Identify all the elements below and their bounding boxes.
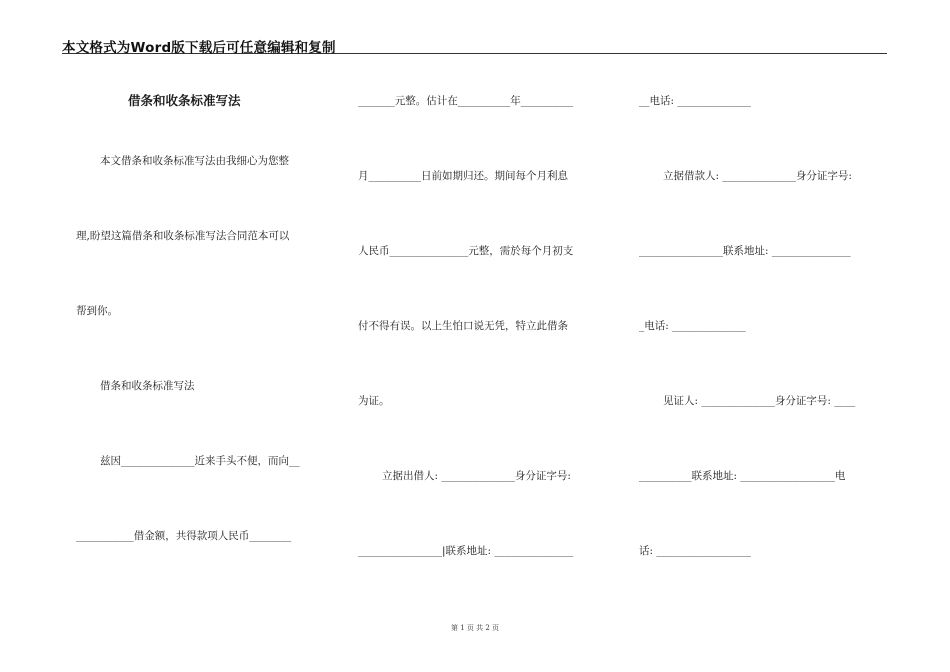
- text-line: 本文借条和收条标准写法由我细心为您整: [100, 155, 289, 167]
- text-line: 帮到你。: [76, 305, 118, 317]
- text-line: 人民币_______________元整，需於每个月初支: [358, 245, 574, 257]
- text-line: ________________|联系地址: _______________: [358, 545, 574, 557]
- text-line: ___________借金额，共得款项人民币________: [76, 530, 292, 542]
- text-line: __电话: ______________: [639, 95, 751, 107]
- text-line: _______元整。估计在__________年__________: [358, 95, 574, 107]
- header-text: 本文格式为Word版下载后可任意编辑和复制: [62, 40, 336, 56]
- text-line: 见证人: ______________身分证字号: ____: [663, 395, 856, 407]
- text-line: 为证。: [358, 395, 390, 407]
- text-line: _电话: ______________: [639, 320, 746, 332]
- text-line: 立据借款人: ______________身分证字号:: [663, 170, 852, 182]
- text-line: 付不得有误。以上生怕口说无凭，特立此借条: [358, 320, 568, 332]
- text-line: __________联系地址: __________________电: [639, 470, 846, 482]
- text-line: 月__________日前如期归还。期间每个月利息: [358, 170, 568, 182]
- page-number: 第 1 页 共 2 页: [450, 624, 500, 632]
- text-line: ________________联系地址: _______________: [639, 245, 851, 257]
- text-line: 兹因______________近来手头不便，而向__: [100, 455, 300, 467]
- text-line: 话: __________________: [639, 545, 751, 557]
- document-title: 借条和收条标准写法: [128, 93, 241, 108]
- text-line: 理,盼望这篇借条和收条标准写法合同范本可以: [76, 230, 290, 242]
- section-heading: 借条和收条标准写法: [100, 380, 195, 392]
- page-header: [62, 36, 887, 54]
- text-line: 立据出借人: ______________身分证字号:: [382, 470, 571, 482]
